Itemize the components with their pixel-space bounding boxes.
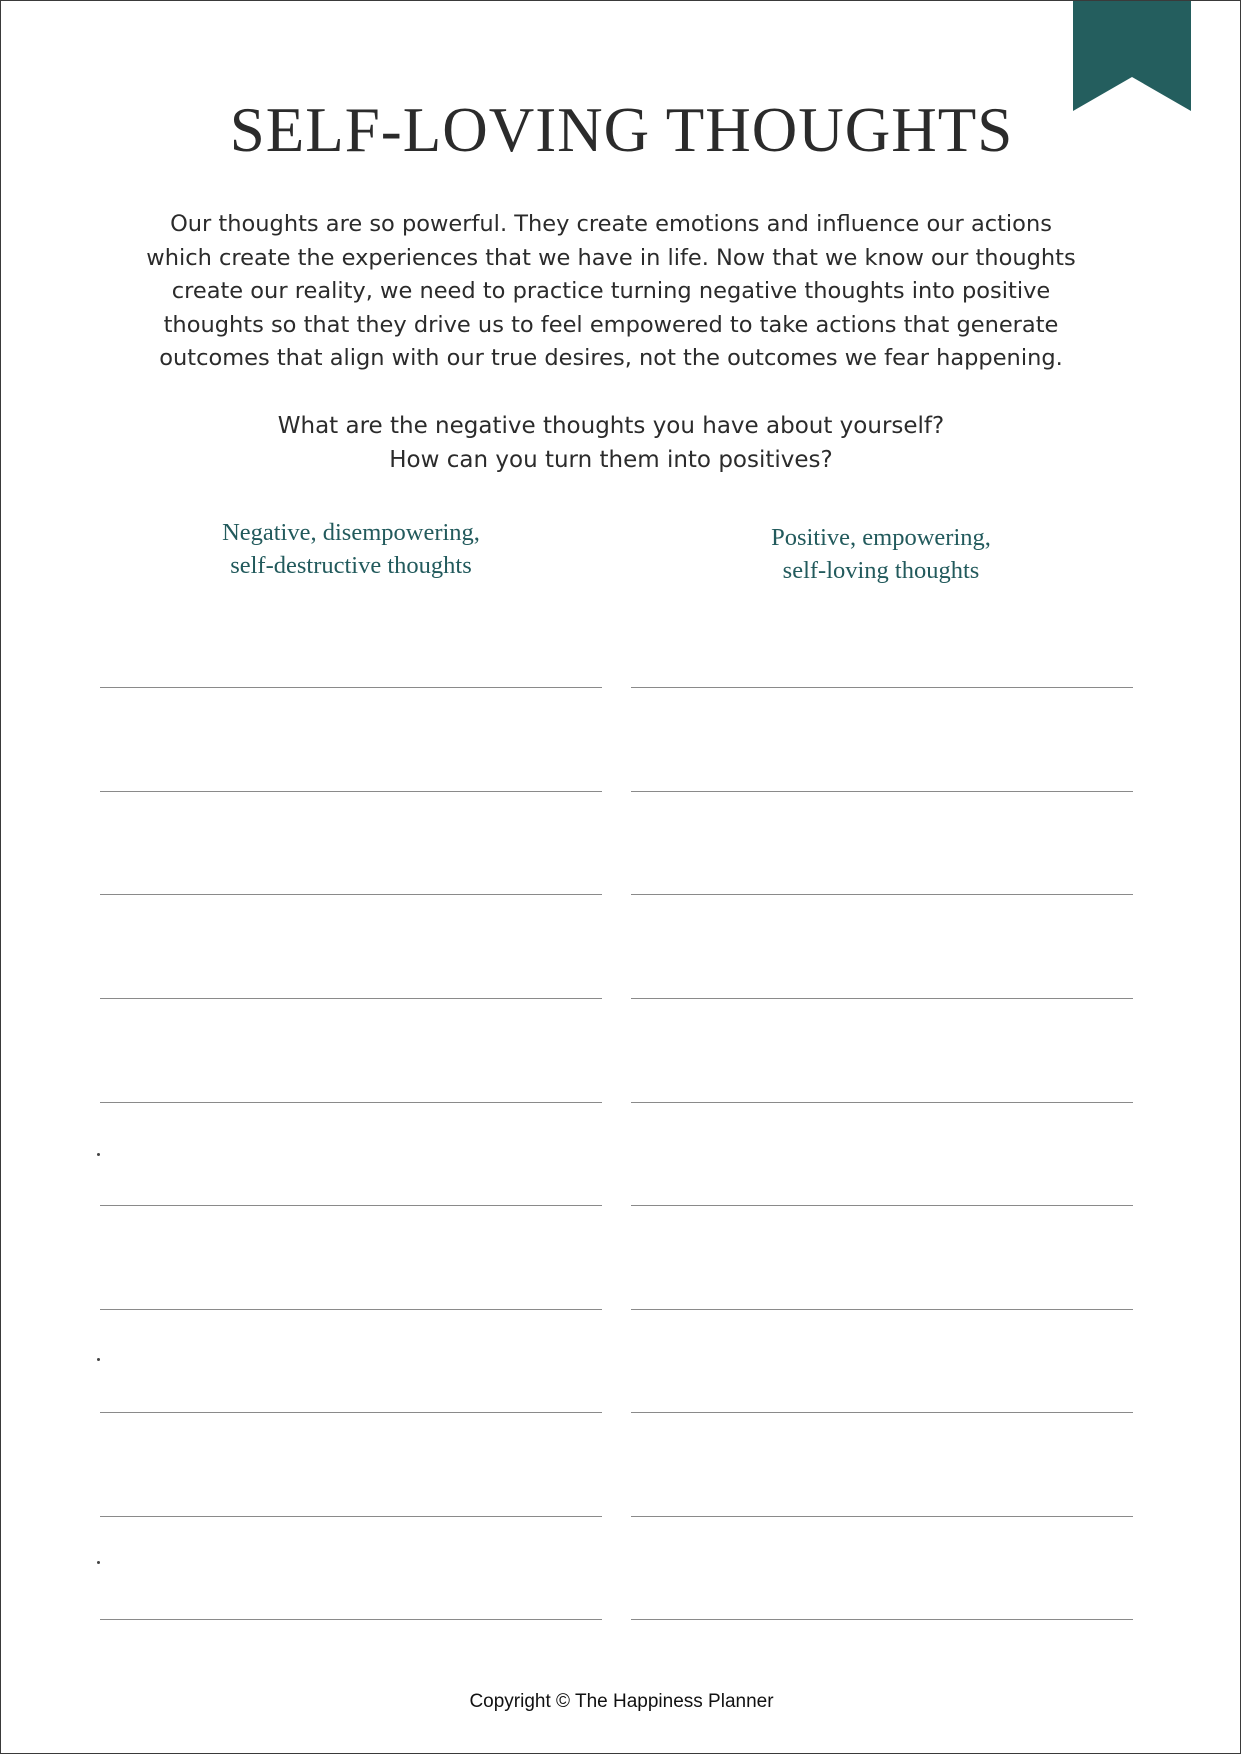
copyright-footer: Copyright © The Happiness Planner xyxy=(469,1691,774,1712)
positive-writing-line[interactable] xyxy=(631,1412,1133,1413)
negative-writing-line[interactable] xyxy=(100,1102,602,1103)
negative-writing-line[interactable] xyxy=(100,894,602,895)
positive-writing-line[interactable] xyxy=(631,1205,1133,1206)
positive-writing-line[interactable] xyxy=(631,791,1133,792)
positive-column-heading xyxy=(681,521,1081,587)
negative-writing-line[interactable] xyxy=(100,1309,602,1310)
intro-paragraph: Our thoughts are so powerful. They create emotions and influence our actions which create the experiences that we have in life. Now that we know our thoughts create our reality, we need to practice turning negative thoughts into positive thoughts so that they drive us to feel empowered to take actions that generate outcomes that align with our true desires, not the outcomes we fear happening. xyxy=(146,211,1076,371)
negative-writing-line[interactable] xyxy=(100,687,602,688)
negative-writing-line[interactable] xyxy=(100,1619,602,1620)
positive-writing-line[interactable] xyxy=(631,1619,1133,1620)
negative-writing-line[interactable] xyxy=(100,1412,602,1413)
positive-writing-line[interactable] xyxy=(631,998,1133,999)
negative-writing-line[interactable] xyxy=(100,1205,602,1206)
prompt-questions xyxy=(141,409,1081,477)
positive-writing-line[interactable] xyxy=(631,1309,1133,1310)
negative-column-heading xyxy=(151,516,551,582)
positive-writing-line[interactable] xyxy=(631,1516,1133,1517)
positive-writing-line[interactable] xyxy=(631,1102,1133,1103)
stray-dot xyxy=(97,1561,100,1564)
prompt-question-1: What are the negative thoughts you have about yourself? xyxy=(277,413,945,439)
page-title: SELF-LOVING THOUGHTS xyxy=(229,95,1014,165)
stray-dot xyxy=(97,1358,100,1361)
positive-heading-line-1: Positive, empowering, xyxy=(771,524,991,551)
stray-dot xyxy=(97,1153,100,1156)
positive-heading-line-2: self-loving thoughts xyxy=(782,557,980,584)
negative-writing-line[interactable] xyxy=(100,1516,602,1517)
prompt-question-2: How can you turn them into positives? xyxy=(389,447,833,473)
bookmark-ribbon-icon xyxy=(1073,1,1191,111)
positive-writing-line[interactable] xyxy=(631,894,1133,895)
negative-heading-line-2: self-destructive thoughts xyxy=(230,552,472,579)
negative-heading-line-1: Negative, disempowering, xyxy=(222,519,480,546)
negative-writing-line[interactable] xyxy=(100,791,602,792)
negative-writing-line[interactable] xyxy=(100,998,602,999)
positive-writing-line[interactable] xyxy=(631,687,1133,688)
